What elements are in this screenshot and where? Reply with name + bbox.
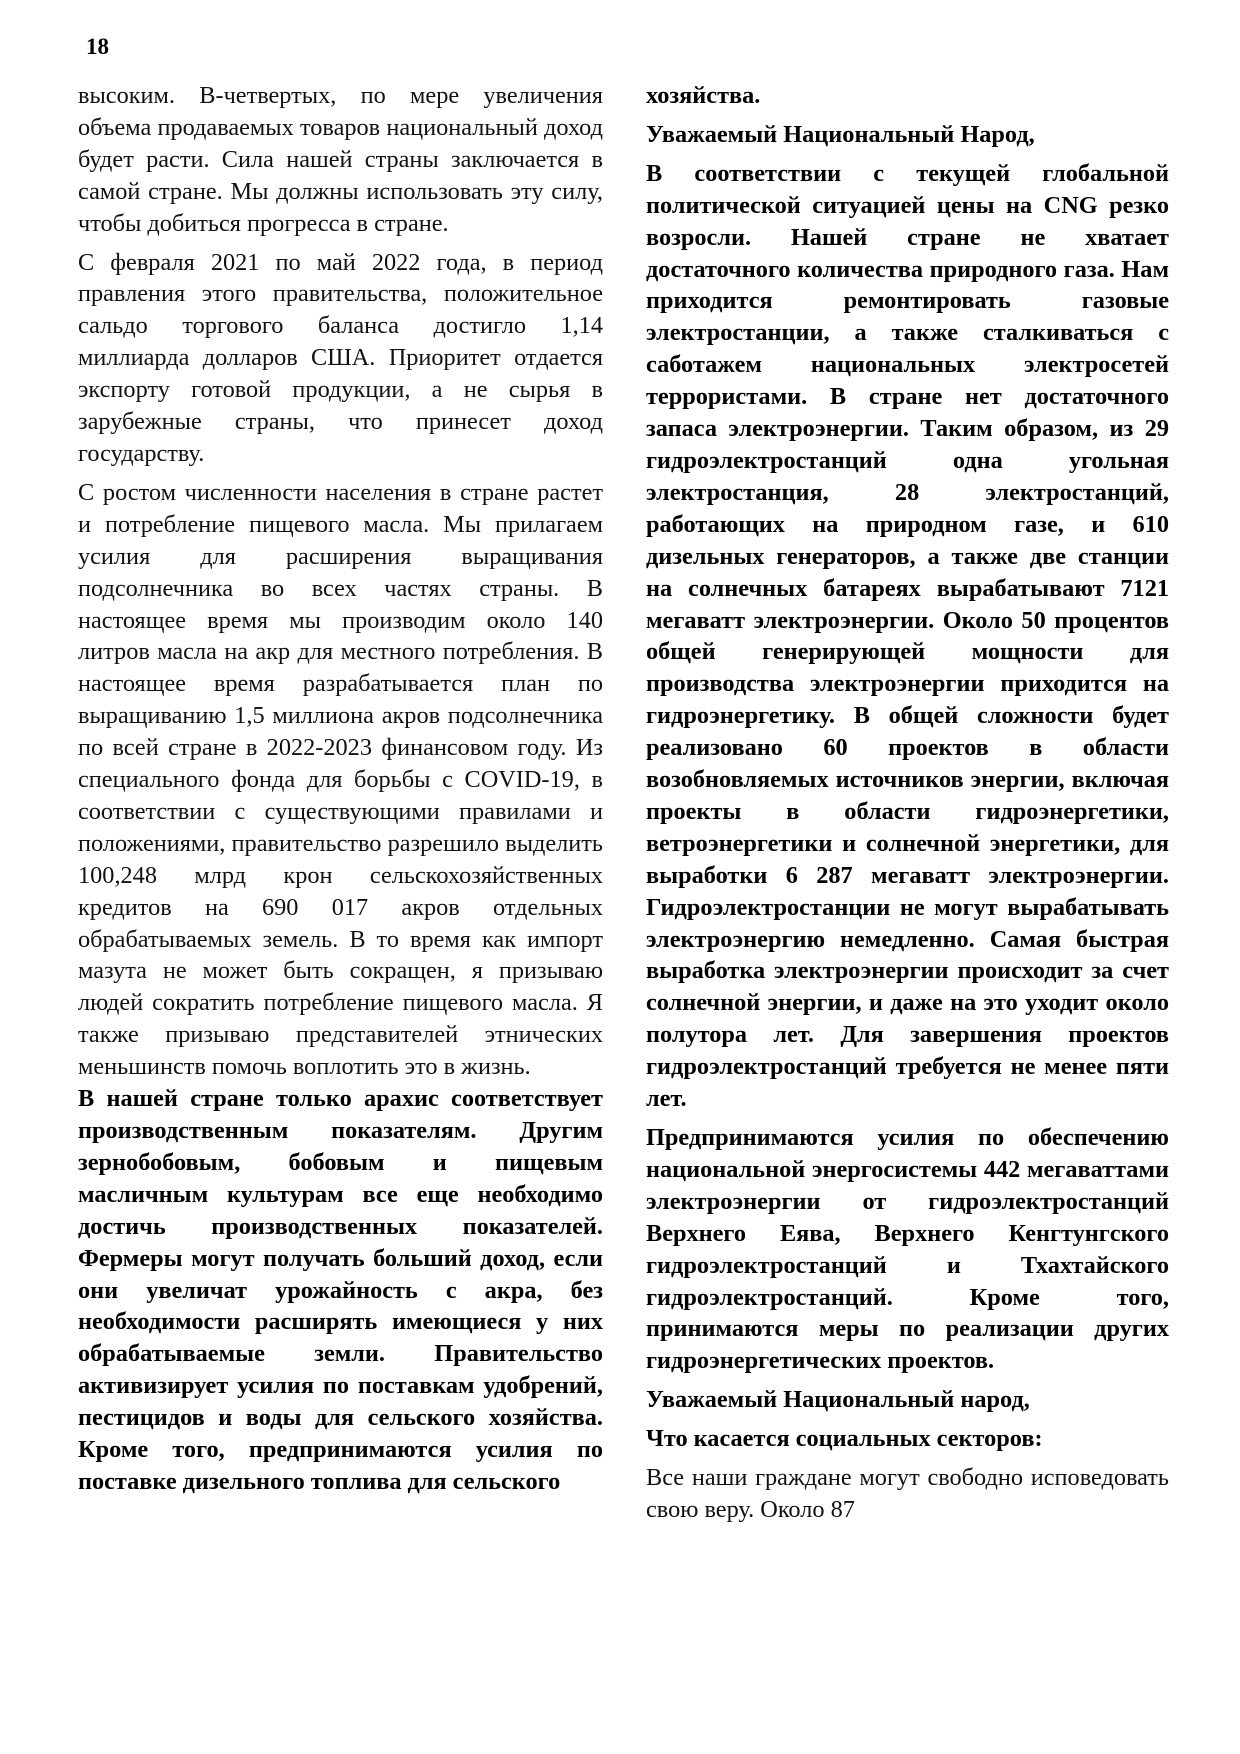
bold-paragraph: хозяйства. (646, 82, 761, 109)
bold-paragraph: В нашей стране только арахис соответствует производственным показателям. Другим зернобобовым, бобовым и пищевым масличным культурам все еще необходимо достичь производственных показателей. Фермеры могут получать больший доход, если они увеличат урожайность с акра, без необходимости расширять имеющиеся у них обрабатываемые земли. Правительство активизирует усилия по поставкам удобрений, пестицидов и воды для сельского хозяйства. Кроме того, предпринимаются усилия по поставке дизельного топлива для сельского (78, 1085, 603, 1495)
paragraph: С ростом численности населения в стране растет и потребление пищевого масла. Мы прилагаем усилия для расширения выращивания подсолнечника во всех частях страны. В настоящее время мы производим около 140 литров масла на акр для местного потребления. В настоящее время разрабатывается план по выращиванию 1,5 миллиона акров подсолнечника по всей стране в 2022-2023 финансовом году. Из специального фонда для борьбы с COVID-19, в соответствии с существующими правилами и положениями, правительство разрешило выделить 100,248 млрд крон сельскохозяйственных кредитов на 690 017 акров отдельных обрабатываемых земель. В то время как импорт мазута не может быть сокращен, я призываю людей сократить потребление пищевого масла. Я также призываю представителей этнических меньшинств помочь воплотить это в жизнь. (78, 478, 603, 1081)
section-heading: Что касается социальных секторов: (646, 1425, 1043, 1453)
page-number: 18 (86, 34, 109, 59)
right-column (646, 80, 1169, 1533)
salutation-heading: Уважаемый Национальный Народ, (646, 120, 1035, 148)
bold-paragraph: Предпринимаются усилия по обеспечению национальной энергосистемы 442 мегаваттами электроэнергии от гидроэлектростанций Верхнего Еява, Верхнего Кенгтунгского гидроэлектростанций и Тхахтайского гидроэлектростанций. Кроме того, принимаются меры по реализации других гидроэнергетических проектов. (646, 1124, 1169, 1375)
paragraph: Все наши граждане могут свободно исповедовать свою веру. Около 87 (646, 1464, 1169, 1523)
left-column (78, 80, 603, 1505)
salutation-heading: Уважаемый Национальный народ, (646, 1386, 1030, 1414)
bold-paragraph: В соответствии с текущей глобальной политической ситуацией цены на CNG резко возросли. Нашей стране не хватает достаточного количества природного газа. Нам приходится ремонтировать газовые электростанции, а также сталкиваться с саботажем национальных электросетей террористами. В стране нет достаточного запаса электроэнергии. Таким образом, из 29 гидроэлектростанций одна угольная электростанция, 28 электростанций, работающих на природном газе, и 610 дизельных генераторов, а также две станции на солнечных батареях вырабатывают 7121 мегаватт электроэнергии. Около 50 процентов общей генерирующей мощности для производства электроэнергии приходится на гидроэнергетику. В общей сложности будет реализовано 60 проектов в области возобновляемых источников энергии, включая проекты в области гидроэнергетики, ветроэнергетики и солнечной энергетики, для выработки 6 287 мегаватт электроэнергии. Гидроэлектростанции не могут вырабатывать электроэнергию немедленно. Самая быстрая выработка электроэнергии происходит за счет солнечной энергии, и даже на это уходит около полутора лет. Для завершения проектов гидроэлектростанций требуется не менее пяти лет. (646, 159, 1169, 1113)
paragraph: С февраля 2021 по май 2022 года, в период правления этого правительства, положительное сальдо торгового баланса достигло 1,14 миллиарда долларов США. Приоритет отдается экспорту готовой продукции, а не сырья в зарубежные страны, что принесет доход государству. (78, 248, 603, 467)
paragraph: высоким. В-четвертых, по мере увеличения объема продаваемых товаров национальный доход будет расти. Сила нашей страны заключается в самой стране. Мы должны использовать эту силу, чтобы добиться прогресса в стране. (78, 82, 603, 237)
